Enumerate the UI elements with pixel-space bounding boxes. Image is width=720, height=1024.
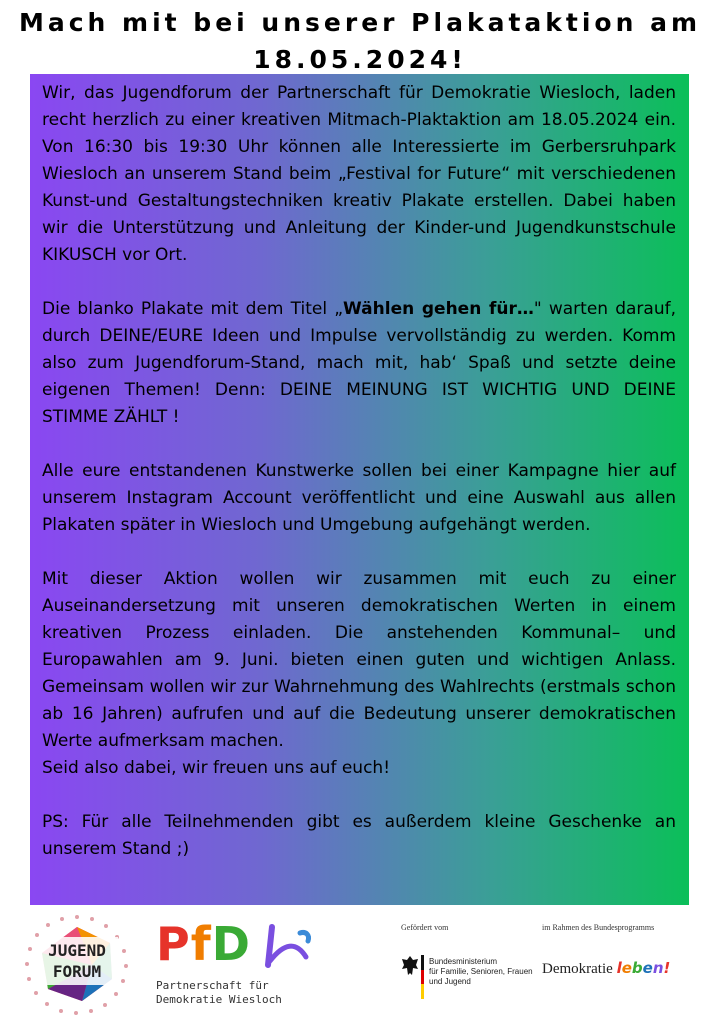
jugendforum-line-1: JUGEND xyxy=(48,941,106,960)
ministry-line-2: für Familie, Senioren, Frauen xyxy=(429,967,533,976)
body-text xyxy=(42,80,676,863)
page-title xyxy=(0,4,720,78)
democracy-closing: Seid also dabei, wir freuen uns auf euch! xyxy=(42,758,391,778)
footer-logos xyxy=(0,905,720,1024)
program-accent: leben! xyxy=(616,959,671,977)
german-flag-icon xyxy=(421,955,424,999)
ministry-name xyxy=(429,957,533,987)
demokratie-leben-logo xyxy=(542,919,712,1009)
pfd-letters: PfD xyxy=(156,917,251,971)
jugendforum-logo xyxy=(22,909,132,1019)
poster-title-bold: Wählen gehen für… xyxy=(343,299,534,319)
pfd-sub-line-2: Demokratie Wiesloch xyxy=(156,993,282,1006)
posters-text-start: Die blanko Plakate mit dem Titel „ xyxy=(42,299,344,319)
paragraph-campaign: Alle eure entstandenen Kunstwerke sollen bei einer Kampagne hier auf unserem Instagram Account veröffentlicht und eine Auswahl aus allen Plakaten später in Wiesloch und Umgebung aufgehängt werden. xyxy=(42,461,676,535)
program-name-word: Demokratie xyxy=(542,961,613,977)
paragraph-invitation: Wir, das Jugendforum der Partnerschaft für Demokratie Wiesloch, laden recht herzlich zu einer kreativen Mitmach-Plaktaktion am 18.05.2024 ein. Von 16:30 bis 19:30 Uhr können alle Interessierte im Gerbersruhpark Wiesloch an unserem Stand beim „Festival for Future“ mit verschiedenen Kunst-und Gestaltungstechniken kreativ Plakate erstellen. Dabei haben wir die Unterstützung und Anleitung der Kinder-und Jugendkunstschule KIKUSCH vor Ort. xyxy=(42,83,676,265)
title-line-2: 18.05.2024! xyxy=(253,45,467,74)
paragraph-democracy xyxy=(42,566,676,782)
paragraph-ps: PS: Für alle Teilnehmenden gibt es außerdem kleine Geschenke an unserem Stand ;) xyxy=(42,812,676,859)
title-line-1: Mach mit bei unserer Plakataktion am xyxy=(18,8,702,37)
pfd-logo xyxy=(150,917,350,1007)
jugendforum-line-2: FORUM xyxy=(52,962,102,981)
posters-text-end: " warten darauf, durch DEINE/EURE Ideen und Impulse vervollständig zu werden. Komm also zum Jugendforum-Stand, mach mit, hab‘ Spaß und setzte deine eigenen Themen! Denn: DEINE MEINUNG IST WICHTIG UND DEINE STIMME ZÄHLT ! xyxy=(42,299,676,427)
gradient-text-box xyxy=(30,74,689,905)
program-label: im Rahmen des Bundesprogramms xyxy=(542,923,655,932)
ministry-line-3: und Jugend xyxy=(429,977,471,986)
bmfsfj-logo xyxy=(395,919,545,1009)
pfd-swoosh-icon xyxy=(262,921,314,971)
pfd-sub-line-1: Partnerschaft für xyxy=(156,979,269,992)
federal-eagle-icon xyxy=(401,955,419,977)
pfd-subtitle xyxy=(156,979,282,1007)
program-name xyxy=(542,959,670,978)
ministry-line-1: Bundesministerium xyxy=(429,957,498,966)
democracy-text: Mit dieser Aktion wollen wir zusammen mit euch zu einer Auseinandersetzung mit unseren demokratischen Werten in einem kreativen Prozess einladen. Die anstehenden Kommunal– und Europawahlen am 9. Juni. bieten einen guten und wichtigen Anlass. Gemeinsam wollen wir zur Wahrnehmung des Wahlrechts (erstmals schon ab 16 Jahren) aufrufen und auf die Bedeutung unserer demokratischen Werte aufmerksam machen. xyxy=(42,569,676,751)
paragraph-posters xyxy=(42,296,676,431)
funded-by-label: Gefördert vom xyxy=(401,923,449,932)
